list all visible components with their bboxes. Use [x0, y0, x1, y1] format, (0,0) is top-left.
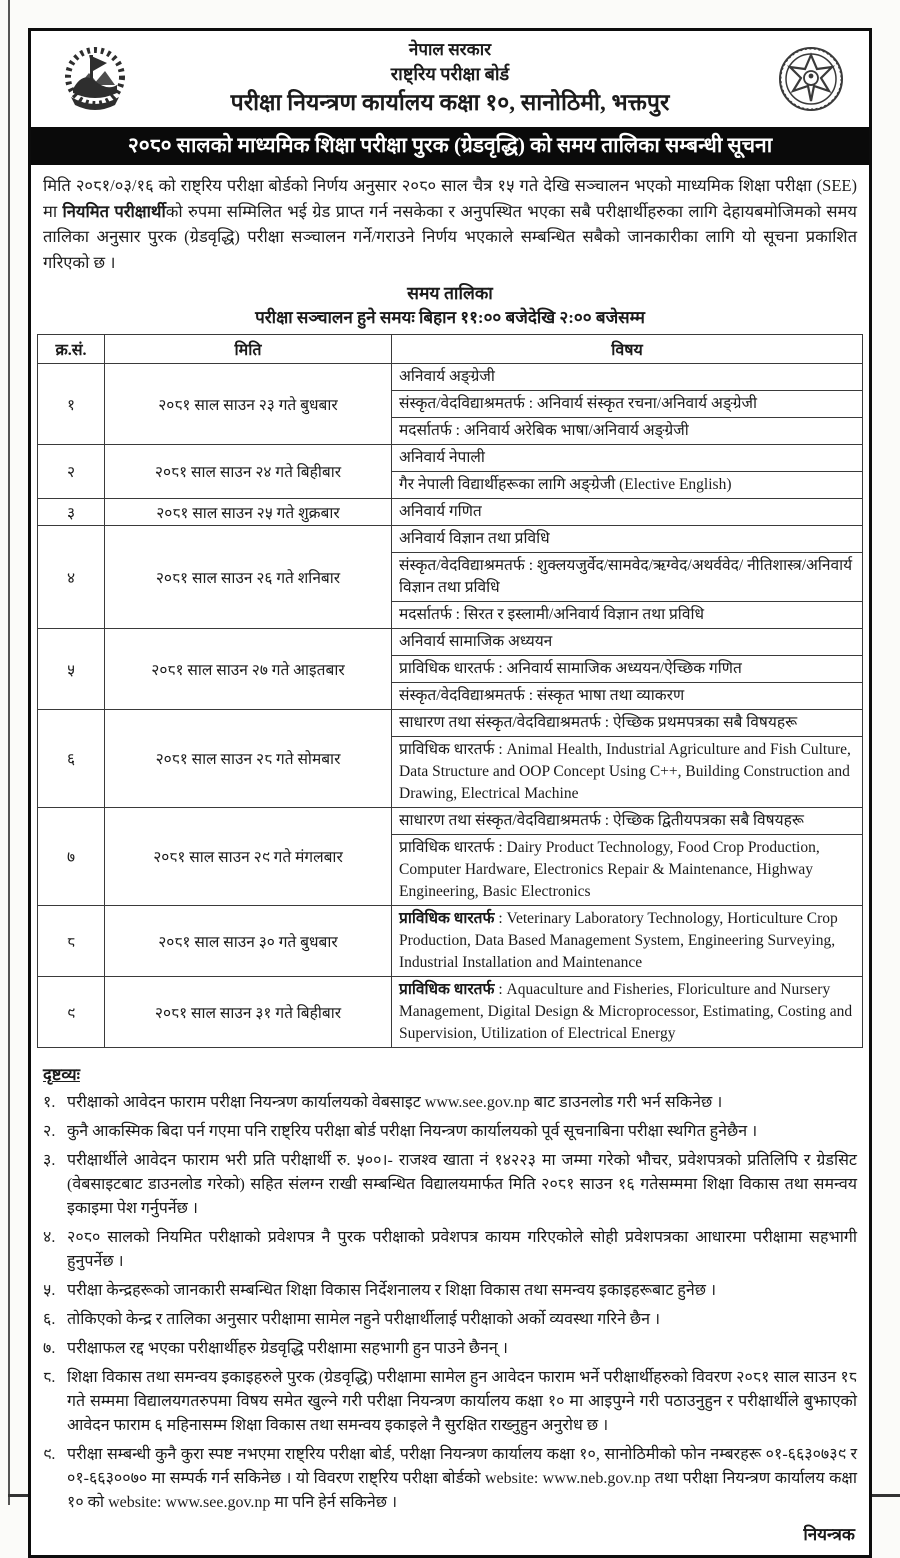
row-date: २०८१ साल साउन ३० गते बुधबार: [105, 905, 392, 976]
row-subject: अनिवार्य अङ्ग्रेजी: [392, 363, 863, 390]
table-row: [38, 709, 863, 736]
row-date: २०८१ साल साउन २८ गते सोमबार: [105, 709, 392, 807]
row-date: २०८१ साल साउन २७ गते आइतबार: [105, 628, 392, 709]
row-date: २०८१ साल साउन २५ गते शुक्रबार: [105, 498, 392, 525]
row-serial: ४: [38, 525, 105, 628]
note-number: १.: [43, 1093, 56, 1111]
row-serial: ५: [38, 628, 105, 709]
note-text: २०८० सालको नियमित परीक्षाको प्रवेशपत्र नै पुरक परीक्षाको प्रवेशपत्र कायम गरिएकोले सोही प्रवेशपत्रका आधारमा परीक्षामा सहभागी हुनुपर्नेछ ।: [67, 1228, 857, 1270]
schedule-title: समय तालिका: [407, 283, 493, 304]
note-item: [43, 1149, 857, 1221]
note-item: [43, 1226, 857, 1274]
notice-title-banner: २०८० सालको माध्यमिक शिक्षा परीक्षा पुरक (ग्रेडवृद्धि) को समय तालिका सम्बन्धी सूचना: [31, 127, 869, 165]
table-row: [38, 905, 863, 976]
row-subject: साधारण तथा संस्कृत/वेदविद्याश्रमतर्फ : ऐच्छिक द्वितीयपत्रका सबै विषयहरू: [392, 807, 863, 834]
note-item: [43, 1279, 857, 1303]
table-row: [38, 628, 863, 655]
row-subject: संस्कृत/वेदविद्याश्रमतर्फ : अनिवार्य संस्कृत रचना/अनिवार्य अङ्ग्रेजी: [392, 390, 863, 417]
row-subject: प्राविधिक धारतर्फ : अनिवार्य सामाजिक अध्ययन/ऐच्छिक गणित: [392, 655, 863, 682]
table-row: [38, 807, 863, 834]
note-text: शिक्षा विकास तथा समन्वय इकाइहरुले पुरक (ग्रेडवृद्धि) परीक्षामा सामेल हुन आवेदन फाराम भर्ने परीक्षार्थीहरुको विवरण २०८१ साल साउन १८ गते सम्ममा विद्यालयगतरुपमा विषय समेत खुल्ने गरी परीक्षा नियन्त्रण कार्यालय कक्षा १० मा आइपुग्ने गरी पठाउनुहुन र परीक्षार्थीले बुझाएको आवेदन फाराम ६ महिनासम्म शिक्षा विकास तथा समन्वय इकाइले नै सुरक्षित राख्नुहुन अनुरोध छ ।: [67, 1368, 857, 1434]
note-number: ८.: [43, 1368, 56, 1386]
row-serial: १: [38, 363, 105, 444]
row-date: २०८१ साल साउन ३१ गते बिहीबार: [105, 976, 392, 1047]
note-text: परीक्षाफल रद्द भएका परीक्षार्थीहरु ग्रेडवृद्धि परीक्षामा सहभागी हुन पाउने छैनन् ।: [67, 1339, 508, 1357]
schedule-time-line: परीक्षा सञ्चालन हुने समयः बिहान ११:०० बजेदेखि २:०० बजेसम्म: [255, 307, 645, 327]
row-subject: प्राविधिक धारतर्फ : Dairy Product Technology, Food Crop Production, Computer Hardware, Electronics Repair & Maintenance, Highway Engineering, Basic Electronics: [392, 834, 863, 905]
note-number: ३.: [43, 1151, 56, 1169]
row-serial: ३: [38, 498, 105, 525]
row-subject: प्राविधिक धारतर्फ : Aquaculture and Fisheries, Floriculture and Nursery Management, Digital Design & Microprocessor, Estimating, Costing and Supervision, Utilization of Electrical Energy: [392, 976, 863, 1047]
office-line: परीक्षा नियन्त्रण कार्यालय कक्षा १०, सानोठिमी, भक्तपुर: [230, 90, 670, 116]
gov-line: नेपाल सरकार: [408, 40, 492, 59]
row-subject: साधारण तथा संस्कृत/वेदविद्याश्रमतर्फ : ऐच्छिक प्रथमपत्रका सबै विषयहरू: [392, 709, 863, 736]
row-subject: मदर्सातर्फ : अनिवार्य अरेबिक भाषा/अनिवार्य अङ्ग्रेजी: [392, 417, 863, 444]
note-text: परीक्षा सम्बन्धी कुनै कुरा स्पष्ट नभएमा राष्ट्रिय परीक्षा बोर्ड, परीक्षा नियन्त्रण कार्यालय कक्षा १०, सानोठिमीको फोन नम्बरहरू ०१-६६३०७३९ र ०१-६६३००७० मा सम्पर्क गर्न सकिनेछ । यो विवरण राष्ट्रिय परीक्षा बोर्डको website: www.neb.gov.np तथा परीक्षा नियन्त्रण कार्यालय कक्षा १० को website: www.see.gov.np मा पनि हेर्न सकिनेछ ।: [67, 1445, 857, 1511]
notes-heading: दृष्टव्यः: [43, 1064, 80, 1084]
row-date: २०८१ साल साउन २३ गते बुधबार: [105, 363, 392, 444]
nepal-government-emblem-icon: [59, 41, 131, 124]
page-margin-rule: [8, 0, 10, 1505]
row-subject: गैर नेपाली विद्यार्थीहरूका लागि अङ्ग्रेजी (Elective English): [392, 471, 863, 498]
note-text: परीक्षाको आवेदन फाराम परीक्षा नियन्त्रण कार्यालयको वेबसाइट www.see.gov.np बाट डाउनलोड गरी भर्न सकिनेछ ।: [67, 1093, 723, 1111]
schedule-table: [37, 334, 863, 1048]
row-serial: २: [38, 444, 105, 498]
note-item: [43, 1308, 857, 1332]
masthead: [31, 31, 869, 127]
note-text: तोकिएको केन्द्र र तालिका अनुसार परीक्षामा सामेल नहुने परीक्षार्थीलाई परीक्षाको अर्को व्यवस्था गरिने छैन ।: [67, 1310, 661, 1328]
signature-controller: नियन्त्रक: [803, 1524, 855, 1544]
note-number: ५.: [43, 1281, 56, 1299]
note-text: परीक्षार्थीले आवेदन फाराम भरी प्रति परीक्षार्थी रु. ५००।- राजश्व खाता नं १४२२३ मा जम्मा गरेको भौचर, प्रवेशपत्रको प्रतिलिपि र ग्रेडसिट (वेबसाइटबाट डाउनलोड गरेको) सहित संलग्न राखी सम्बन्धित विद्यालयमार्फत मिति २०८१ साउन १६ गतेसम्ममा शिक्षा विकास तथा समन्वय इकाइमा पेश गर्नुपर्नेछ ।: [67, 1151, 857, 1217]
notes-list: [43, 1091, 857, 1515]
col-header-subject: विषय: [392, 334, 863, 363]
notes-section: [31, 1054, 869, 1515]
row-subject: अनिवार्य नेपाली: [392, 444, 863, 471]
row-serial: ८: [38, 905, 105, 976]
table-header-row: [38, 334, 863, 363]
table-row: [38, 525, 863, 552]
table-row: [38, 498, 863, 525]
schedule-body: [38, 363, 863, 1047]
row-subject: संस्कृत/वेदविद्याश्रमतर्फ : शुक्लयजुर्वेद/सामवेद/ऋग्वेद/अथर्ववेद/ नीतिशास्त्र/अनिवार्य विज्ञान तथा प्रविधि: [392, 552, 863, 601]
row-subject: अनिवार्य विज्ञान तथा प्रविधि: [392, 525, 863, 552]
row-subject: अनिवार्य गणित: [392, 498, 863, 525]
table-row: [38, 444, 863, 471]
row-date: २०८१ साल साउन २६ गते शनिबार: [105, 525, 392, 628]
col-header-serial: क्र.सं.: [38, 334, 105, 363]
row-subject: अनिवार्य सामाजिक अध्ययन: [392, 628, 863, 655]
note-item: [43, 1091, 857, 1115]
row-serial: ७: [38, 807, 105, 905]
board-line: राष्ट्रिय परीक्षा बोर्ड: [390, 63, 510, 84]
row-serial: ६: [38, 709, 105, 807]
note-number: ९.: [43, 1445, 56, 1463]
note-item: [43, 1120, 857, 1144]
table-row: [38, 976, 863, 1047]
row-serial: ९: [38, 976, 105, 1047]
intro-paragraph: मिति २०८१/०३/१६ को राष्ट्रिय परीक्षा बोर्डको निर्णय अनुसार २०८० साल चैत्र १५ गते देखि सञ्चालन भएको माध्यमिक शिक्षा परीक्षा (SEE) मा नियमित परीक्षार्थीको रुपमा सम्मिलित भई ग्रेड प्राप्त गर्न नसकेका र अनुपस्थित भएका सबै परीक्षार्थीहरुका लागि देहायबमोजिमको समय तालिका अनुसार पुरक (ग्रेडवृद्धि) परीक्षा सञ्चालन गर्ने/गराउने निर्णय भएकाले सम्बन्धित सबैको जानकारीका लागि यो सूचना प्रकाशित गरिएको छ ।: [43, 175, 857, 272]
examination-board-seal-icon: [777, 45, 845, 118]
note-text: परीक्षा केन्द्रहरूको जानकारी सम्बन्धित शिक्षा विकास निर्देशनालय र शिक्षा विकास तथा समन्वय इकाइहरूबाट हुनेछ ।: [67, 1281, 717, 1299]
note-item: [43, 1337, 857, 1361]
note-number: ७.: [43, 1339, 56, 1357]
row-subject: मदर्सातर्फ : सिरत र इस्लामी/अनिवार्य विज्ञान तथा प्रविधि: [392, 601, 863, 628]
note-number: २.: [43, 1122, 56, 1140]
row-date: २०८१ साल साउन २४ गते बिहीबार: [105, 444, 392, 498]
row-subject: प्राविधिक धारतर्फ : Animal Health, Industrial Agriculture and Fish Culture, Data Structure and OOP Concept Using C++, Building Construction and Drawing, Electrical Machine: [392, 736, 863, 807]
note-item: [43, 1366, 857, 1438]
row-subject: प्राविधिक धारतर्फ : Veterinary Laboratory Technology, Horticulture Crop Production, Data Based Management System, Engineering Surveying, Industrial Installation and Maintenance: [392, 905, 863, 976]
note-number: ४.: [43, 1228, 56, 1246]
note-text: कुनै आकस्मिक बिदा पर्न गएमा पनि राष्ट्रिय परीक्षा बोर्ड परीक्षा नियन्त्रण कार्यालयको पूर्व सूचनाबिना परीक्षा स्थगित हुनेछैन ।: [67, 1122, 758, 1140]
note-number: ६.: [43, 1310, 56, 1328]
row-date: २०८१ साल साउन २९ गते मंगलबार: [105, 807, 392, 905]
col-header-date: मिति: [105, 334, 392, 363]
notice-sheet: [28, 28, 872, 1558]
table-row: [38, 363, 863, 390]
row-subject: संस्कृत/वेदविद्याश्रमतर्फ : संस्कृत भाषा तथा व्याकरण: [392, 682, 863, 709]
note-item: [43, 1443, 857, 1515]
